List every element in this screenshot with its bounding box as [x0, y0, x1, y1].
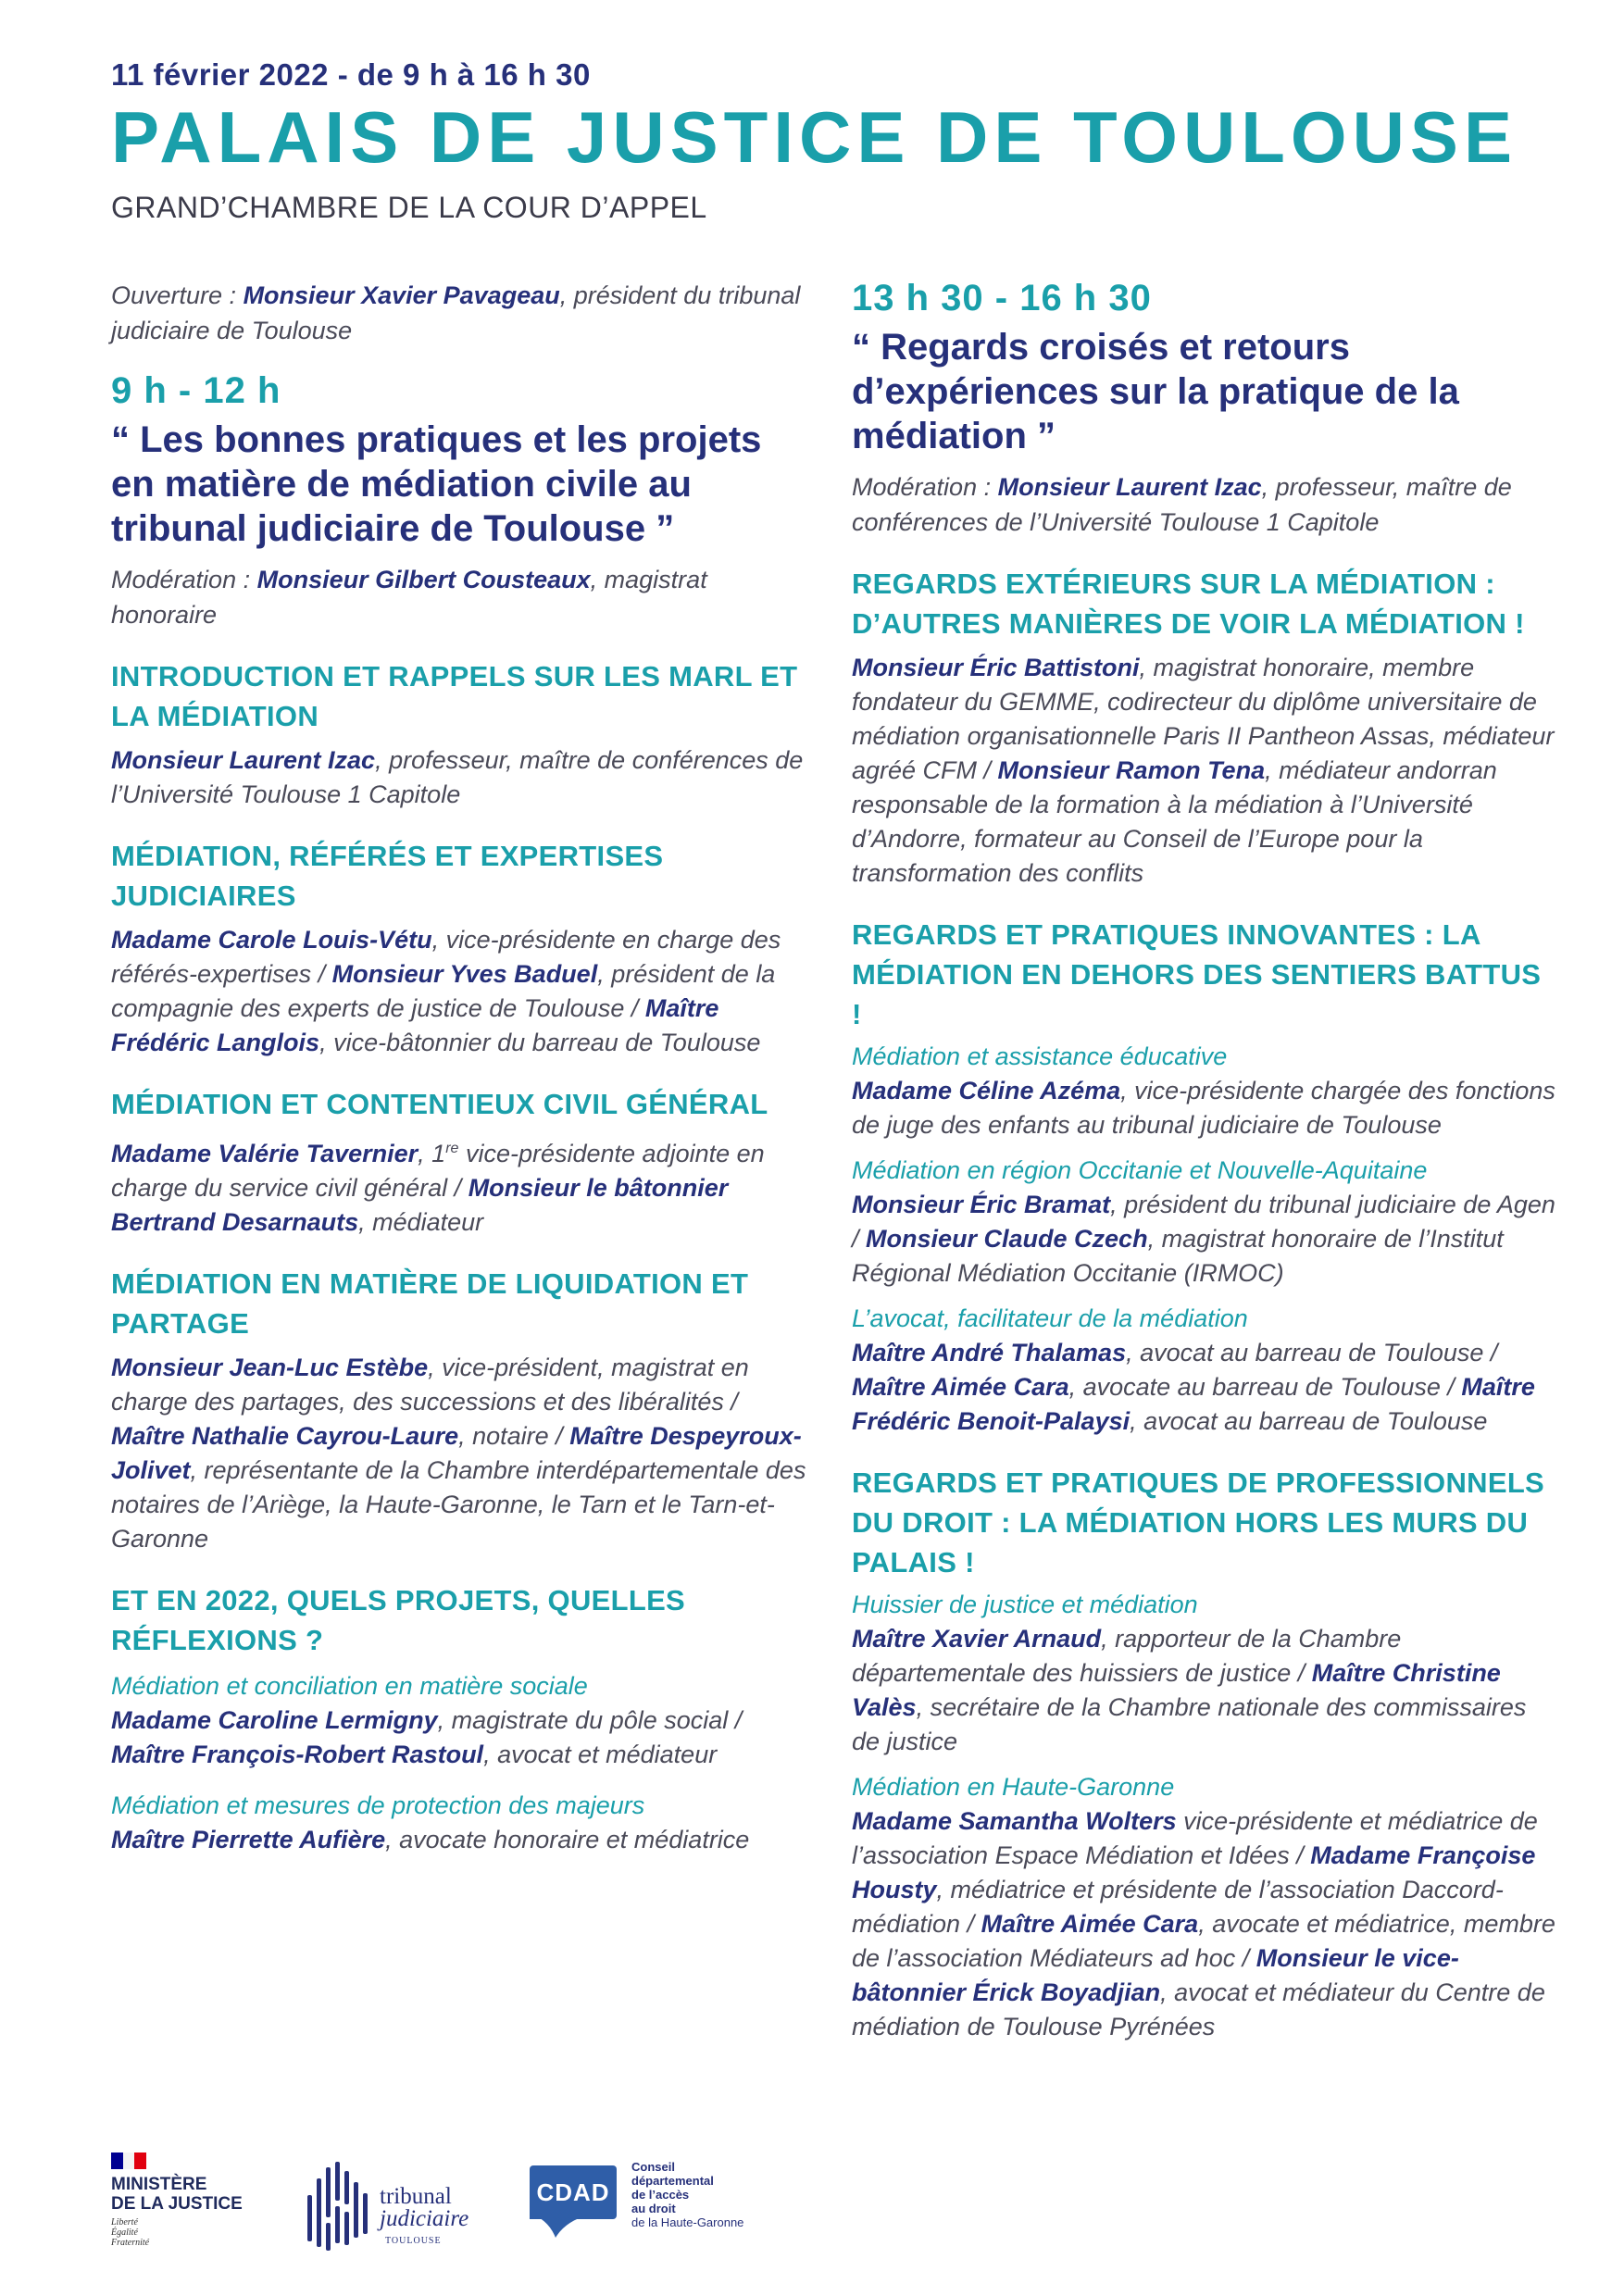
opening-label: Ouverture : [111, 281, 244, 309]
speaker-name: Maître Xavier Arnaud [852, 1625, 1102, 1653]
moderation-label: Modération : [852, 473, 998, 501]
subtopic-title: Huissier de justice et médiation [852, 1591, 1198, 1618]
speaker-role: , médiateur andorran responsable de la formation à la médiation à l’Université d’Andorre, formateur au Conseil de l’Europe pour la transformation des conflits [852, 756, 1497, 887]
speaker-name: Madame Françoise Housty [852, 1841, 1536, 1903]
speaker-role: , vice-présidente en charge des référés-expertises / [111, 926, 781, 988]
moderation-label: Modération : [111, 566, 257, 593]
speaker-name: Madame Samantha Wolters [852, 1807, 1177, 1835]
speaker-role: , avocate honoraire et médiatrice [385, 1826, 750, 1853]
moderator-name: Monsieur Gilbert Cousteaux [256, 566, 591, 593]
speaker-role: , avocate et médiatrice, membre de l’association Médiateurs ad hoc / [852, 1910, 1555, 1972]
speaker-list [111, 1703, 815, 1772]
cdad-full-name [631, 2160, 743, 2229]
speaker-name: Madame Caroline Lermigny [111, 1706, 438, 1734]
speaker-role: , président du tribunal judiciaire de Agen / [852, 1191, 1555, 1253]
speaker-name: Monsieur Éric Battistoni [852, 654, 1140, 681]
afternoon-time: 13 h 30 - 16 h 30 [852, 278, 1152, 318]
section-title: ET EN 2022, QUELS PROJETS, QUELLES RÉFLEXIONS ? [111, 1584, 686, 1656]
speaker-list [111, 743, 815, 812]
cdad-badge [530, 2165, 617, 2219]
speaker-name: Madame Valérie Tavernier [111, 1140, 418, 1167]
speaker-role: , rapporteur de la Chambre départementale des huissiers de justice / [852, 1625, 1402, 1687]
venue-title: PALAIS DE JUSTICE DE TOULOUSE [111, 96, 1518, 178]
speaker-role: , vice-bâtonnier du barreau de Toulouse [319, 1029, 761, 1056]
speaker-role: vice-présidente adjointe en charge du service civil général / [111, 1140, 765, 1202]
speaker-name: Monsieur le vice-bâtonnier Érick Boyadjian [852, 1944, 1459, 2006]
subtopic-title: Médiation et mesures de protection des majeurs [111, 1791, 645, 1819]
speaker-role: , secrétaire de la Chambre nationale des commissaires de justice [852, 1693, 1527, 1755]
morning-time: 9 h - 12 h [111, 370, 281, 411]
speaker-list [852, 1336, 1555, 1439]
moderator-role: , professeur, maître de conférences de l’Université Toulouse 1 Capitole [852, 473, 1512, 536]
cdad-logo [530, 2160, 770, 2262]
subtopic-title: Médiation et assistance éducative [852, 1042, 1228, 1070]
speaker-name: Maître Aimée Cara [852, 1373, 1069, 1401]
flag-stripe-white [123, 2152, 135, 2169]
speaker-name: Maître Nathalie Cayrou-Laure [111, 1422, 459, 1450]
speaker-role: , avocat au barreau de Toulouse / [1126, 1339, 1498, 1366]
speaker-role: , magistrate du pôle social / [437, 1706, 743, 1734]
speaker-role: vice-présidente et médiatrice de l’association Espace Médiation et Idées / [852, 1807, 1538, 1869]
speaker-role: , président de la compagnie des experts de justice de Toulouse / [111, 960, 776, 1022]
ministere-line: DE LA JUSTICE [111, 2194, 243, 2214]
section-title: REGARDS EXTÉRIEURS SUR LA MÉDIATION : D’AUTRES MANIÈRES DE VOIR LA MÉDIATION ! [852, 568, 1525, 640]
subtopic-title: Médiation en Haute-Garonne [852, 1773, 1175, 1801]
speaker-role: , 1 [418, 1140, 446, 1167]
speaker-name: Monsieur le bâtonnier Bertrand Desarnauts [111, 1174, 729, 1236]
subtopic-title: Médiation en région Occitanie et Nouvelle-Aquitaine [852, 1156, 1428, 1184]
speaker-role: , avocat et médiateur [483, 1741, 718, 1768]
ministere-line: MINISTÈRE [111, 2175, 207, 2194]
ordinal-suffix: re [445, 1141, 459, 1156]
speaker-name: Monsieur Ramon Tena [997, 756, 1266, 784]
speaker-name: Maître André Thalamas [852, 1339, 1127, 1366]
opening-role: , président du tribunal judiciaire de Toulouse [111, 281, 801, 344]
cdad-line: Conseil [631, 2160, 675, 2174]
afternoon-title: “ Regards croisés et retours d’expériences sur la pratique de la médiation ” [852, 327, 1459, 456]
speaker-role: , professeur, maître de conférences de l’Université Toulouse 1 Capitole [111, 746, 804, 808]
speaker-name: Monsieur Claude Czech [866, 1225, 1148, 1253]
speaker-name: Madame Céline Azéma [852, 1077, 1121, 1104]
flag-stripe-blue [111, 2152, 123, 2169]
speaker-list [111, 923, 815, 1060]
tribunal-city: TOULOUSE [385, 2236, 442, 2246]
speaker-role: , médiatrice et présidente de l’association Daccord-médiation / [852, 1876, 1504, 1938]
tribunal-columns-icon [306, 2158, 372, 2254]
speaker-role: , notaire / [458, 1422, 570, 1450]
cdad-line: de la Haute-Garonne [631, 2215, 744, 2229]
tribunal-line: judiciaire [380, 2206, 469, 2231]
cdad-line: de l’accès [631, 2188, 690, 2202]
section-title: REGARDS ET PRATIQUES INNOVANTES : LA MÉDIATION EN DEHORS DES SENTIERS BATTUS ! [852, 918, 1542, 1030]
speaker-list [852, 1074, 1555, 1142]
cdad-line: au droit [631, 2202, 676, 2215]
opening-line [111, 278, 815, 348]
speaker-role: , avocat au barreau de Toulouse [1130, 1407, 1488, 1435]
speaker-role: , avocate au barreau de Toulouse / [1068, 1373, 1462, 1401]
speaker-name: Maître Frédéric Benoit-Palaysi [852, 1373, 1535, 1435]
event-date: 11 février 2022 - de 9 h à 16 h 30 [111, 57, 591, 92]
cdad-acronym: CDAD [536, 2178, 610, 2206]
speaker-name: Monsieur Jean-Luc Estèbe [111, 1354, 429, 1381]
moderator-role: , magistrat honoraire [111, 566, 707, 629]
morning-moderation [111, 562, 815, 632]
cdad-line: départemental [631, 2174, 714, 2188]
speaker-list [111, 1823, 815, 1857]
afternoon-column [852, 278, 1555, 2044]
motto-line: Fraternité [111, 2238, 150, 2248]
morning-column [111, 278, 815, 1857]
speaker-name: Maître Pierrette Aufière [111, 1826, 386, 1853]
speaker-name: Maître Christine Valès [852, 1659, 1501, 1721]
afternoon-moderation [852, 469, 1555, 540]
opening-speaker: Monsieur Xavier Pavageau [243, 281, 560, 309]
speaker-name: Madame Carole Louis-Vétu [111, 926, 432, 954]
speaker-name: Maître François-Robert Rastoul [111, 1741, 484, 1768]
speaker-list [111, 1351, 815, 1556]
morning-title: “ Les bonnes pratiques et les projets en matière de médiation civile au tribunal judiciaire de Toulouse ” [111, 419, 762, 549]
page-header [111, 57, 1537, 225]
speaker-name: Monsieur Éric Bramat [852, 1191, 1111, 1218]
subtopic-title: L’avocat, facilitateur de la médiation [852, 1304, 1248, 1332]
speaker-list [852, 1188, 1555, 1291]
cdad-speech-tail-icon [530, 2214, 594, 2238]
subtopic-title: Médiation et conciliation en matière sociale [111, 1672, 588, 1700]
section-title: REGARDS ET PRATIQUES DE PROFESSIONNELS DU DROIT : LA MÉDIATION HORS LES MURS DU PALAIS ! [852, 1466, 1545, 1578]
ministere-name [111, 2175, 250, 2214]
ministere-justice-logo [111, 2152, 250, 2248]
speaker-role: , avocat et médiateur du Centre de médiation de Toulouse Pyrénées [852, 1978, 1545, 2040]
section-title: MÉDIATION ET CONTENTIEUX CIVIL GÉNÉRAL [111, 1088, 768, 1120]
moderator-name: Monsieur Laurent Izac [997, 473, 1262, 501]
speaker-name: Monsieur Laurent Izac [111, 746, 376, 774]
speaker-role: , vice-présidente chargée des fonctions de juge des enfants au tribunal judiciaire de Toulouse [852, 1077, 1555, 1139]
flag-stripe-red [134, 2152, 146, 2169]
section-title: MÉDIATION, RÉFÉRÉS ET EXPERTISES JUDICIAIRES [111, 840, 664, 912]
speaker-role: , magistrat honoraire, membre fondateur du GEMME, codirecteur du diplôme universitaire de médiation organisationnelle Paris II Pantheon Assas, médiateur agréé CFM / [852, 654, 1555, 784]
tribunal-judiciaire-logo [306, 2158, 469, 2251]
speaker-name: Maître Frédéric Langlois [111, 994, 719, 1056]
speaker-list [852, 651, 1555, 891]
speaker-list [111, 1131, 815, 1240]
motto-line: Égalité [111, 2227, 138, 2238]
motto-line: Liberté [111, 2217, 138, 2227]
speaker-role: , représentante de la Chambre interdépartementale des notaires de l’Ariège, la Haute-Garonne, le Tarn et le Tarn-et-Garonne [111, 1456, 806, 1553]
section-title: INTRODUCTION ET RAPPELS SUR LES MARL ET LA MÉDIATION [111, 660, 798, 732]
section-title: MÉDIATION EN MATIÈRE DE LIQUIDATION ET PARTAGE [111, 1267, 749, 1340]
speaker-role: , médiateur [358, 1208, 484, 1236]
speaker-list [852, 1622, 1555, 1759]
footer-logos [111, 2152, 815, 2264]
tribunal-line: tribunal [380, 2184, 452, 2209]
speaker-role: , vice-président, magistrat en charge des partages, des successions et des libéralités / [111, 1354, 749, 1416]
venue-room: GRAND’CHAMBRE DE LA COUR D’APPEL [111, 191, 707, 224]
speaker-name: Maître Despeyroux-Jolivet [111, 1422, 802, 1484]
french-flag-icon [111, 2152, 146, 2169]
republic-motto [111, 2217, 250, 2248]
speaker-role: , magistrat honoraire de l’Institut Régional Médiation Occitanie (IRMOC) [852, 1225, 1504, 1287]
speaker-name: Monsieur Yves Baduel [331, 960, 598, 988]
speaker-name: Maître Aimée Cara [981, 1910, 1199, 1938]
speaker-list [852, 1804, 1555, 2044]
